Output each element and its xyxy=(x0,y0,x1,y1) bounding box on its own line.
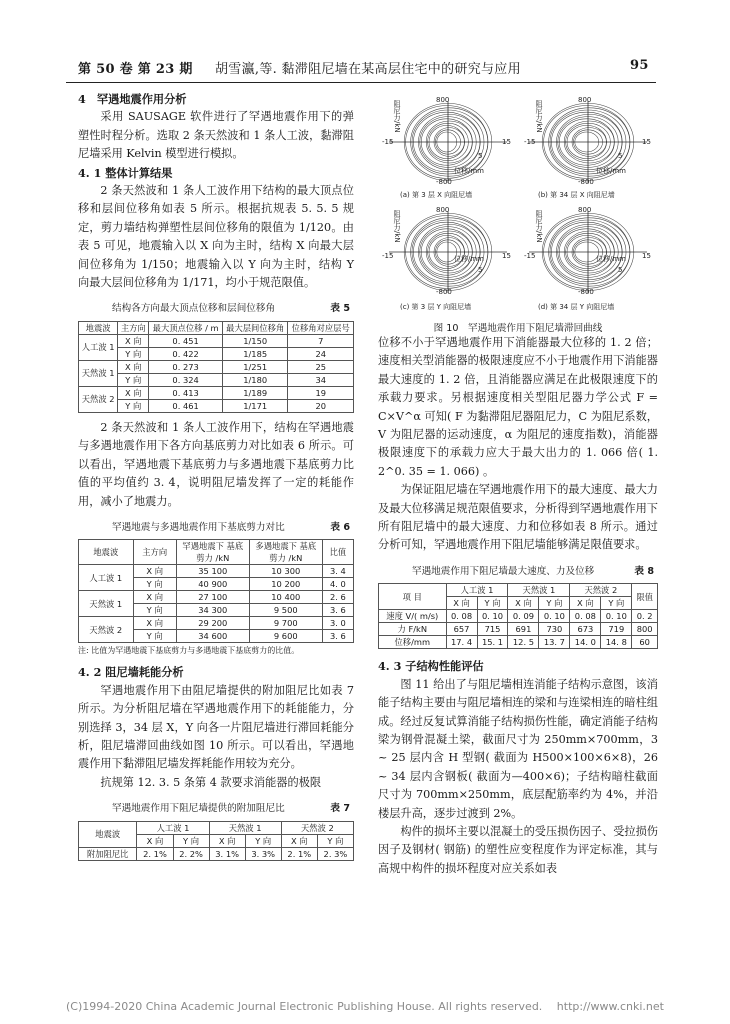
x-tick-mid: 5 xyxy=(478,152,483,160)
section-4-heading: 4 罕遇地震作用分析 xyxy=(78,92,187,106)
subfigure-caption: (b) 第 34 层 X 向阻尼墙 xyxy=(538,191,615,199)
y-axis-label: 阻尼力/kN xyxy=(535,210,543,243)
x-tick-left: -15 xyxy=(382,252,394,260)
y-tick-top: 800 xyxy=(436,206,450,214)
paragraph: 采用 SAUSAGE 软件进行了罕遇地震作用下的弹塑性时程分析。选取 2 条天然波和 1 条人工波，黏滞阻尼墙采用 Kelvin 模型进行模拟。 xyxy=(78,110,354,161)
table-row: 力 F/kN 657 715 691 730 673 719 800 xyxy=(379,623,658,636)
x-tick-mid: 5 xyxy=(478,266,483,274)
y-tick-bottom: -800 xyxy=(578,178,594,186)
subfigure-caption: (c) 第 3 层 Y 向阻尼墙 xyxy=(400,303,472,311)
y-tick-bottom: -800 xyxy=(436,288,452,296)
subfigure-caption: (d) 第 34 层 Y 向阻尼墙 xyxy=(538,303,615,311)
table-row: 位移/mm 17. 4 15. 1 12. 5 13. 7 14. 0 14. 8 60 xyxy=(379,636,658,649)
axes xyxy=(389,101,507,183)
paragraph: 为保证阻尼墙在罕遇地震作用下的最大速度、最大力及最大位移满足规范限值要求，分析得到罕遇地震作用下所有阻尼墙中的最大速度、力和位移如表 8 所示。通过分析可知，罕遇地震作用下阻尼墙能够满足限值要求。 xyxy=(378,483,658,552)
figure-10-caption: 图 10 罕遇地震作用下阻尼墙滞回曲线 xyxy=(433,323,603,334)
hysteresis-panel xyxy=(529,211,647,293)
y-tick-top: 800 xyxy=(436,96,450,104)
table-row: Y 向 40 900 10 200 4. 0 xyxy=(79,578,354,591)
paragraph: 位移不小于罕遇地震作用下消能器最大位移的 1. 2 倍；速度相关型消能器的极限速度应不小于地震作用下消能器最大速度的 1. 2 倍，且消能器应满足在此极限速度下的承载力要求。另根据速度相关型阻尼器力学公式 F = C×V^α 可知( F 为黏滞阻尼器阻尼力，C 为阻尼系数，V 为阻尼器的运动速度，α 为阻尼的速度指数)，消能器极限速度下的承载力应大于最大出力的 1. 066 倍( 1. 2^0. 35 = 1. 066) 。 xyxy=(378,336,658,478)
table-7: 地震波 人工波 1 天然波 1 天然波 2 X 向 Y 向 X 向 Y 向 X 向 Y 向 附加阻尼比 2. 1% 2. 2% 3. 1% 3. 3% 2. 1% 2. 3% xyxy=(78,821,354,861)
figure-10 xyxy=(378,92,658,318)
x-axis-label: 位移/mm xyxy=(454,167,484,175)
table-7-caption: 罕遇地震作用下阻尼墙提供的附加阻尼比 表 7 xyxy=(112,803,350,815)
table-row: 天然波 2 X 向 29 200 9 700 3. 0 xyxy=(79,617,354,630)
section-4-2-heading: 4. 2 阻尼墙耗能分析 xyxy=(78,665,184,680)
y-tick-bottom: -800 xyxy=(578,288,594,296)
page-number: 95 xyxy=(630,58,649,73)
table-row: 速度 V/( m/s) 0. 08 0. 10 0. 09 0. 10 0. 08 0. 10 0. 2 xyxy=(379,610,658,623)
hysteresis-panel xyxy=(389,101,507,183)
table-row: 人工波 1 X 向 35 100 10 300 3. 4 xyxy=(79,565,354,578)
y-tick-bottom: -800 xyxy=(436,178,452,186)
x-axis-label: 位移/mm xyxy=(596,167,626,175)
x-tick-mid: 5 xyxy=(618,266,623,274)
paragraph: 2 条天然波和 1 条人工波作用下结构的最大顶点位移和层间位移角如表 5 所示。根据抗规表 5. 5. 5 规定，剪力墙结构弹塑性层间位移角的限值为 1/120。由表 5 可见，地震输入以 X 向为主时，结构 X 向最大层间位移角为 1/150；地震输入以 Y 向为主时，结构 Y 向最大层间位移角为 1/171，均小于规范限值。 xyxy=(78,184,354,290)
x-tick-right: 15 xyxy=(642,252,651,260)
hysteresis-curves xyxy=(378,92,658,318)
left-column xyxy=(78,90,354,861)
section-4-3-heading: 4. 3 子结构性能评估 xyxy=(378,659,484,674)
right-column xyxy=(378,334,658,878)
table-6-note: 注: 比值为罕遇地震下基底剪力与多遇地震下基底剪力的比值。 xyxy=(78,646,300,656)
x-tick-right: 15 xyxy=(642,138,651,146)
journal-issue: 第 50 卷 第 23 期 xyxy=(78,62,193,77)
y-tick-top: 800 xyxy=(578,96,592,104)
table-row: 天然波 2 X 向 0. 413 1/189 19 xyxy=(79,386,354,399)
table-row: 天然波 1 X 向 27 100 10 400 2. 6 xyxy=(79,591,354,604)
x-tick-left: -15 xyxy=(382,138,394,146)
table-row: 人工波 1 X 向 0. 451 1/150 7 xyxy=(79,334,354,347)
section-4-1-heading: 4. 1 整体计算结果 xyxy=(78,165,173,180)
header-rule xyxy=(66,82,656,83)
paragraph: 抗规第 12. 3. 5 条第 4 款要求消能器的极限 xyxy=(100,775,322,789)
table-6-caption: 罕遇地震与多遇地震作用下基底剪力对比 表 6 xyxy=(112,521,350,533)
axes xyxy=(529,101,647,183)
table-row: Y 向 0. 422 1/185 24 xyxy=(79,347,354,360)
x-tick-right: 15 xyxy=(502,252,511,260)
copyright-footer: (C)1994-2020 China Academic Journal Electronic Publishing House. All rights reserved. http://www.cnki.net xyxy=(66,1000,664,1013)
x-tick-mid: 5 xyxy=(618,152,623,160)
x-tick-right: 15 xyxy=(502,138,511,146)
x-tick-left: -15 xyxy=(524,138,536,146)
y-axis-label: 阻尼力/kN xyxy=(393,100,401,133)
axes xyxy=(389,211,507,293)
y-axis-label: 阻尼力/kN xyxy=(393,210,401,243)
table-5: 地震波 主方向 最大顶点位移 / m 最大层间位移角 位移角对应层号 人工波 1 X 向 0. 451 1/150 7 Y 向 0. 422 1/185 24 天然波 1 X 向 0. 273 1/251 25 Y 向 0. 324 1/180 34 天然波 2 X 向 0. 413 1/189 19 Y 向 0. 461 1/171 20 xyxy=(78,321,354,413)
table-row: Y 向 0. 324 1/180 34 xyxy=(79,373,354,386)
table-row: Y 向 34 300 9 500 3. 6 xyxy=(79,604,354,617)
table-row: 附加阻尼比 2. 1% 2. 2% 3. 1% 3. 3% 2. 1% 2. 3% xyxy=(79,847,354,860)
table-row: Y 向 34 600 9 600 3. 6 xyxy=(79,630,354,643)
table-8-caption: 罕遇地震作用下阻尼墙最大速度、力及位移 表 8 xyxy=(412,565,654,577)
x-axis-label: 位移/mm xyxy=(596,255,626,263)
paragraph: 构件的损坏主要以混凝土的受压损伤因子、受拉损伤因子及钢材( 钢筋) 的塑性应变程度作为评定标准，其与高规中构件的损坏程度对应关系如表 xyxy=(378,824,658,875)
paragraph: 2 条天然波和 1 条人工波作用下，结构在罕遇地震与多遇地震作用下各方向基底剪力对比如表 6 所示。可以看出，罕遇地震下基底剪力与多遇地震下基底剪力比值的平均值约 3. 4，说明阻尼墙发挥了一定的耗能作用，减小了地震力。 xyxy=(78,420,354,508)
y-tick-top: 800 xyxy=(578,206,592,214)
paragraph: 罕遇地震作用下由阻尼墙提供的附加阻尼比如表 7 所示。为分析阻尼墙在罕遇地震作用下的耗能能力，分别选择 3，34 层 X，Y 向各一片阻尼墙进行滞回耗能分析，阻尼墙滞回曲线如图 10 所示。可以看出，罕遇地震作用下黏滞阻尼墙发挥耗能作用较为充分。 xyxy=(78,683,354,771)
table-8: 项 目 人工波 1 天然波 1 天然波 2 限值 X 向 Y 向 X 向 Y 向 X 向 Y 向 速度 V/( m/s) 0. 08 0. 10 0. 09 0. 10 0. 08 0. 10 0. 2 力 F/kN 657 715 691 730 673 719 800 位移/mm 17. 4 15. 1 12. 5 13. 7 14. 0 14. 8 60 xyxy=(378,583,658,649)
table-row: 天然波 1 X 向 0. 273 1/251 25 xyxy=(79,360,354,373)
table-row: Y 向 0. 461 1/171 20 xyxy=(79,399,354,412)
table-5-caption: 结构各方向最大顶点位移和层间位移角 表 5 xyxy=(112,303,350,315)
y-axis-label: 阻尼力/kN xyxy=(535,100,543,133)
hysteresis-panel xyxy=(529,101,647,183)
x-tick-left: -15 xyxy=(524,252,536,260)
hysteresis-panel xyxy=(389,211,507,293)
subfigure-caption: (a) 第 3 层 X 向阻尼墙 xyxy=(400,191,473,199)
running-title: 胡雪瀛,等. 黏滞阻尼墙在某高层住宅中的研究与应用 xyxy=(215,62,521,77)
x-axis-label: 位移/mm xyxy=(454,255,484,263)
table-6: 地震波 主方向 罕遇地震下 基底剪力 /kN 多遇地震下 基底剪力 /kN 比值 人工波 1 X 向 35 100 10 300 3. 4 Y 向 40 900 10 200 4. 0 天然波 1 X 向 27 100 10 400 2. 6 Y 向 34 300 9 500 3. 6 天然波 2 X 向 29 200 9 700 3. 0 Y 向 34 600 9 600 3. 6 xyxy=(78,539,354,643)
paragraph: 图 11 给出了与阻尼墙相连消能子结构示意图，该消能子结构主要由与阻尼墙相连的梁和与连梁相连的暗柱组成。经过反复试算消能子结构损伤性能，确定消能子结构梁为钢骨混凝土梁，截面尺寸为 250mm×700mm，3 ~ 25 层内含 H 型钢( 截面为 H500×100×6×8)，26 ~ 34 层内含钢板( 截面为—400×6)；子结构暗柱截面尺寸为 700mm×250mm，底层配筋率约为 4%，并沿楼层升高，逐步过渡到 2%。 xyxy=(378,677,658,820)
axes xyxy=(529,211,647,293)
